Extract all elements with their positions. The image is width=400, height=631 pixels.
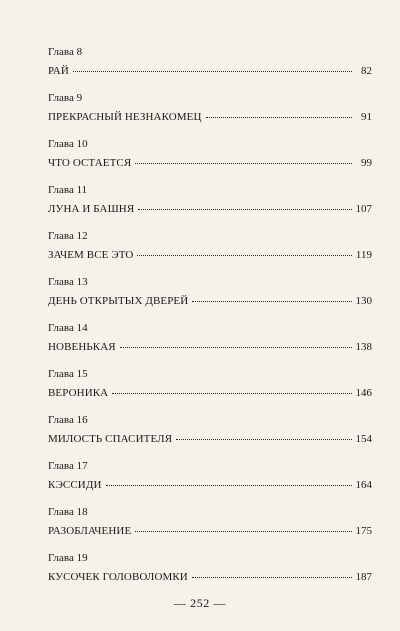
toc-entry-chapter-8 [48,44,372,90]
chapter-title: РАЙ [48,65,69,77]
page-number: 154 [355,433,372,445]
chapter-label: Глава 10 [48,138,88,150]
page-number: 107 [355,203,372,215]
toc-line[interactable] [48,431,372,447]
page-number: 82 [361,65,372,77]
chapter-label: Глава 9 [48,92,83,104]
toc-entry-chapter-15 [48,366,372,412]
toc-entry-chapter-18 [48,504,372,550]
dot-leader [135,531,351,532]
chapter-title: ЗАЧЕМ ВСЕ ЭТО [48,249,134,261]
dot-leader [176,439,351,440]
page-number: 138 [355,341,372,353]
dot-leader [135,163,352,164]
chapter-label: Глава 16 [48,414,88,426]
dot-leader [138,209,351,210]
toc-entry-chapter-16 [48,412,372,458]
toc-line[interactable] [48,109,372,125]
toc-line[interactable] [48,569,372,585]
chapter-title: РАЗОБЛАЧЕНИЕ [48,525,132,537]
toc-line[interactable] [48,339,372,355]
dot-leader [192,577,352,578]
toc-line[interactable] [48,247,372,263]
dot-leader [106,485,352,486]
toc-line[interactable] [48,201,372,217]
page-number: 187 [355,571,372,583]
page-number: 130 [355,295,372,307]
toc-entry-chapter-17 [48,458,372,504]
dot-leader [73,71,352,72]
chapter-title: КЭССИДИ [48,479,102,491]
toc-line[interactable] [48,523,372,539]
chapter-label: Глава 15 [48,368,88,380]
page-number-label: — 252 — [173,596,227,610]
toc-entry-chapter-13 [48,274,372,320]
table-of-contents [48,44,372,592]
chapter-label: Глава 14 [48,322,88,334]
chapter-title: ПРЕКРАСНЫЙ НЕЗНАКОМЕЦ [48,111,202,123]
toc-entry-chapter-19 [48,550,372,596]
page-number: 146 [355,387,372,399]
page-number: 164 [355,479,372,491]
chapter-title: НОВЕНЬКАЯ [48,341,116,353]
page-number: 91 [361,111,372,123]
chapter-label: Глава 17 [48,460,88,472]
chapter-label: Глава 12 [48,230,88,242]
toc-entry-chapter-9 [48,90,372,136]
chapter-label: Глава 19 [48,552,88,564]
chapter-label: Глава 13 [48,276,88,288]
toc-line[interactable] [48,477,372,493]
toc-entry-chapter-11 [48,182,372,228]
chapter-title: ВЕРОНИКА [48,387,109,399]
chapter-label: Глава 18 [48,506,88,518]
chapter-label: Глава 8 [48,46,83,58]
chapter-title: КУСОЧЕК ГОЛОВОЛОМКИ [48,571,188,583]
chapter-title: МИЛОСТЬ СПАСИТЕЛЯ [48,433,173,445]
dot-leader [112,393,351,394]
page-footer [0,596,400,611]
chapter-title: ЛУНА И БАШНЯ [48,203,135,215]
toc-entry-chapter-12 [48,228,372,274]
toc-entry-chapter-10 [48,136,372,182]
page-number: 99 [361,157,372,169]
toc-line[interactable] [48,155,372,171]
page-number: 119 [355,249,372,261]
page-number: 175 [355,525,372,537]
toc-line[interactable] [48,63,372,79]
dot-leader [206,117,352,118]
dot-leader [192,301,351,302]
toc-line[interactable] [48,385,372,401]
chapter-title: ДЕНЬ ОТКРЫТЫХ ДВЕРЕЙ [48,295,189,307]
chapter-title: ЧТО ОСТАЕТСЯ [48,157,132,169]
toc-line[interactable] [48,293,372,309]
chapter-label: Глава 11 [48,184,88,196]
dot-leader [137,255,352,256]
toc-entry-chapter-14 [48,320,372,366]
dot-leader [120,347,352,348]
